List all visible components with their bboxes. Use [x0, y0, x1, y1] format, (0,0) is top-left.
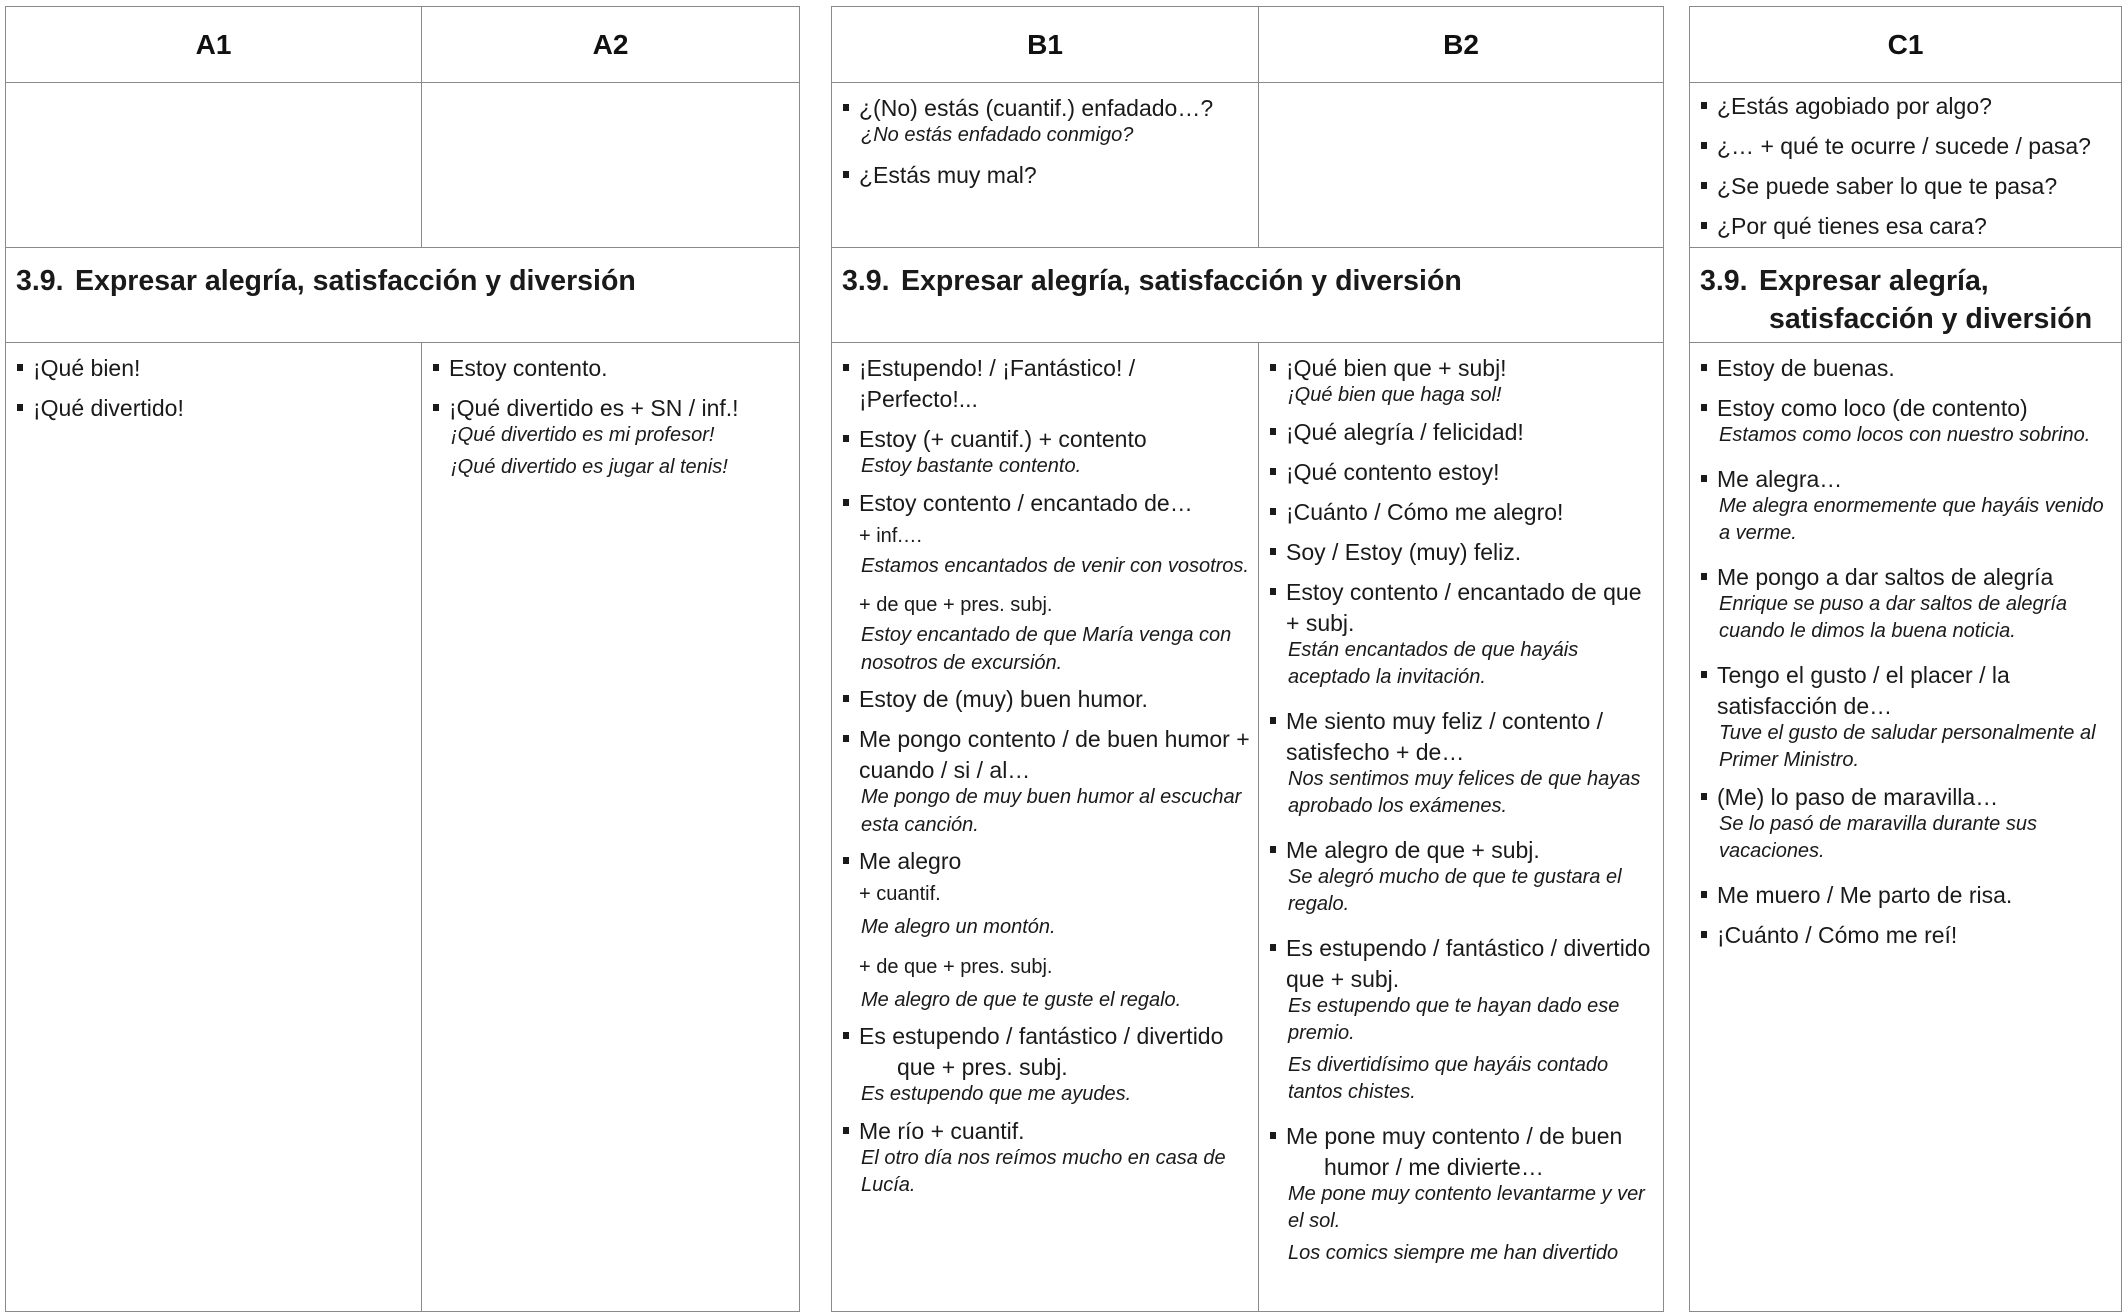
list-item: Es estupendo / fantástico / divertido que + subj.	[1270, 933, 1655, 995]
section-title	[16, 262, 789, 300]
panel-c-levels	[1689, 6, 2122, 1312]
example: Me pone muy contento levantarme y ver el sol.	[1288, 1182, 1645, 1232]
header-row	[832, 7, 1663, 83]
list-item: ¡Estupendo! / ¡Fantástico! / ¡Perfecto!...	[843, 353, 1250, 415]
list-item: Tengo el gusto / el placer / la satisfacción de…	[1701, 660, 2113, 722]
example: ¡Qué divertido es mi profesor!	[451, 424, 715, 446]
example: Estamos encantados de venir con vosotros.	[861, 554, 1249, 577]
list-item: ¿(No) estás (cuantif.) enfadado…?	[843, 93, 1250, 124]
list-item	[843, 1021, 1250, 1083]
panel-a-levels	[5, 6, 800, 1312]
example: Los comics siempre me han divertido	[1288, 1241, 1619, 1264]
list-item: Me río + cuantif.	[843, 1116, 1250, 1147]
body-row	[1690, 343, 2121, 1311]
section-number: 3.9.	[842, 265, 890, 297]
panel-b-levels	[831, 6, 1664, 1312]
list-item: Me muero / Me parto de risa.	[1701, 880, 2113, 911]
list-item: Estoy como loco (de contento)	[1701, 393, 2113, 424]
header-a2	[421, 7, 799, 82]
list-item	[1270, 1121, 1655, 1183]
sub-item: + de que + pres. subj.	[859, 594, 1053, 616]
list-item: Estoy contento / encantado de…	[843, 488, 1250, 519]
list-item-line: Me pone muy contento / de buen	[1286, 1122, 1623, 1149]
list-item: Me siento muy feliz / contento / satisfecho + de…	[1270, 706, 1655, 768]
list-item: Me alegro	[843, 846, 1250, 877]
prev-section-row	[832, 83, 1663, 248]
list-item: Estoy contento / encantado de que + subj.	[1270, 577, 1655, 639]
header-a1	[6, 7, 421, 82]
list-item: ¡Cuánto / Cómo me reí!	[1701, 920, 2113, 951]
section-title-text: satisfacción y diversión	[1769, 303, 2093, 335]
sub-item: + de que + pres. subj.	[859, 955, 1053, 978]
prev-section-row	[6, 83, 799, 248]
level-label-c1: C1	[1887, 29, 1924, 60]
section-title-text: Expresar alegría, satisfacción y diversión	[75, 265, 636, 297]
prev-cell-a1	[6, 83, 421, 247]
example: Me alegra enormemente que hayáis venido a verme.	[1719, 494, 2104, 544]
list-item: (Me) lo paso de maravilla…	[1701, 782, 2113, 813]
example: Tuve el gusto de saludar personalmente al Primer Ministro.	[1719, 721, 2096, 771]
body-cell-b1	[832, 343, 1258, 1311]
example: Se alegró mucho de que te gustara el regalo.	[1288, 865, 1622, 915]
section-title-row	[1690, 248, 2121, 343]
list-item-line: Es estupendo / fantástico / divertido	[859, 1023, 1224, 1049]
example: Nos sentimos muy felices de que hayas aprobado los exámenes.	[1288, 767, 1641, 817]
list-item: ¡Qué contento estoy!	[1270, 457, 1655, 488]
list-item: Estoy de (muy) buen humor.	[843, 684, 1250, 715]
example: ¡Qué divertido es jugar al tenis!	[451, 455, 728, 478]
body-row	[832, 343, 1663, 1311]
example: ¿No estás enfadado conmigo?	[861, 124, 1134, 146]
list-item: ¡Qué divertido!	[17, 393, 413, 424]
level-label-b2: B2	[1443, 29, 1479, 60]
list-item: ¿Se puede saber lo que te pasa?	[1701, 171, 2113, 202]
level-label-a2: A2	[592, 29, 629, 60]
list-item-line: que + pres. subj.	[897, 1054, 1068, 1080]
body-cell-b2	[1258, 343, 1663, 1311]
prev-cell-b1	[832, 83, 1258, 247]
level-label-a1: A1	[195, 29, 232, 60]
list-item: Estoy (+ cuantif.) + contento	[843, 424, 1250, 455]
example: Me alegro un montón.	[861, 916, 1056, 938]
example: Es estupendo que me ayudes.	[861, 1083, 1132, 1105]
list-item: ¿Estás muy mal?	[843, 160, 1250, 191]
section-title	[842, 262, 1653, 300]
body-row	[6, 343, 799, 1311]
example: El otro día nos reímos mucho en casa de Lucía.	[861, 1146, 1226, 1196]
example: Me alegro de que te guste el regalo.	[861, 988, 1182, 1011]
list-item: ¡Cuánto / Cómo me alegro!	[1270, 497, 1655, 528]
example: Se lo pasó de maravilla durante sus vacaciones.	[1719, 812, 2037, 862]
list-item-line: humor / me divierte…	[1324, 1153, 1544, 1180]
section-title	[1700, 262, 2111, 338]
example: Enrique se puso a dar saltos de alegría cuando le dimos la buena noticia.	[1719, 592, 2067, 642]
list-item: ¡Qué bien que + subj!	[1270, 353, 1655, 384]
list-item: Estoy contento.	[433, 353, 791, 384]
prev-cell-c1	[1690, 83, 2121, 247]
header-b1	[832, 7, 1258, 82]
body-cell-a1	[6, 343, 421, 1311]
prev-section-row	[1690, 83, 2121, 248]
example: Es divertidísimo que hayáis contado tantos chistes.	[1288, 1053, 1609, 1103]
list-item: Me pongo contento / de buen humor + cuando / si / al…	[843, 724, 1250, 786]
section-title-text: Expresar alegría, satisfacción y diversión	[901, 265, 1462, 297]
example: ¡Qué bien que haga sol!	[1288, 384, 1502, 406]
section-number: 3.9.	[1700, 265, 1748, 297]
example: Están encantados de que hayáis aceptado la invitación.	[1288, 638, 1579, 688]
list-item: Estoy de buenas.	[1701, 353, 2113, 384]
sub-item: + cuantif.	[859, 883, 941, 905]
section-number: 3.9.	[16, 265, 64, 297]
example: Estamos como locos con nuestro sobrino.	[1719, 424, 2091, 446]
body-cell-a2	[421, 343, 799, 1311]
prev-cell-b2	[1258, 83, 1663, 247]
header-row	[1690, 7, 2121, 83]
header-row	[6, 7, 799, 83]
list-item: Soy / Estoy (muy) feliz.	[1270, 537, 1655, 568]
body-cell-c1	[1690, 343, 2121, 1311]
sub-item: + inf.…	[859, 524, 923, 547]
list-item: Me alegro de que + subj.	[1270, 835, 1655, 866]
prev-cell-a2	[421, 83, 799, 247]
list-item: ¡Qué divertido es + SN / inf.!	[433, 393, 791, 424]
list-item: Me pongo a dar saltos de alegría	[1701, 562, 2113, 593]
list-item: ¡Qué alegría / felicidad!	[1270, 417, 1655, 448]
list-item: ¡Qué bien!	[17, 353, 413, 384]
header-b2	[1258, 7, 1663, 82]
section-title-text: Expresar alegría,	[1759, 265, 1989, 297]
list-item: ¿Estás agobiado por algo?	[1701, 91, 2113, 122]
example: Estoy bastante contento.	[861, 455, 1082, 477]
section-title-row	[6, 248, 799, 343]
list-item: ¿Por qué tienes esa cara?	[1701, 211, 2113, 242]
example: Estoy encantado de que María venga con nosotros de excursión.	[861, 624, 1232, 674]
list-item: ¿… + qué te ocurre / sucede / pasa?	[1701, 131, 2113, 162]
list-item: Me alegra…	[1701, 464, 2113, 495]
level-label-b1: B1	[1027, 29, 1063, 60]
section-title-row	[832, 248, 1663, 343]
example: Es estupendo que te hayan dado ese premio.	[1288, 994, 1620, 1044]
example: Me pongo de muy buen humor al escuchar esta canción.	[861, 786, 1242, 836]
